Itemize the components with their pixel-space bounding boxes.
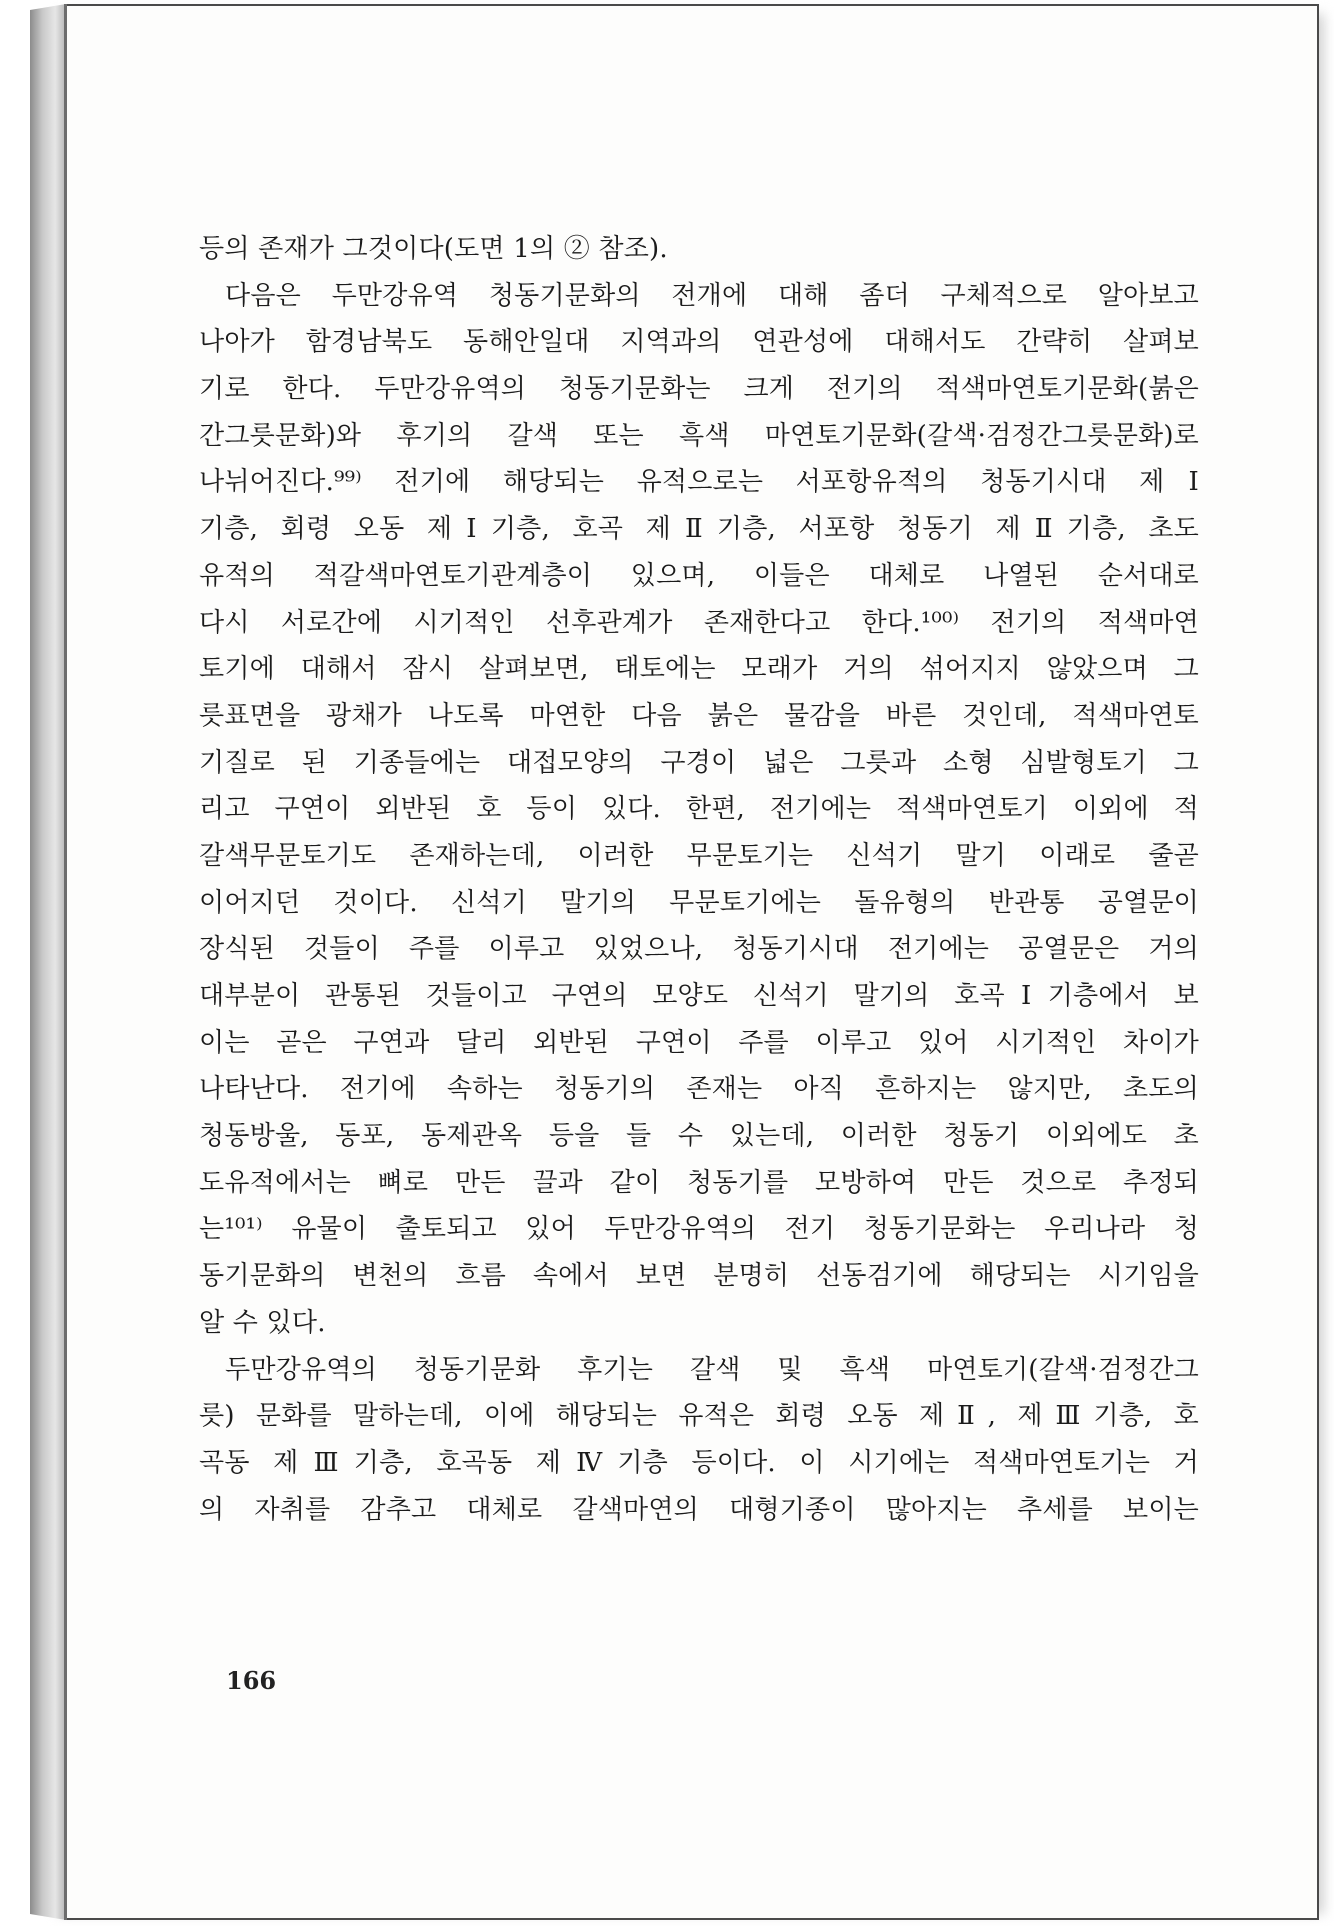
page-body bbox=[199, 226, 1199, 1533]
text-line-26: 릇) 문화를 말하는데, 이에 해당되는 유적은 회령 오동 제Ⅱ, 제Ⅲ기층, 호 bbox=[199, 1401, 1199, 1432]
text-line-16: 장식된 것들이 주를 이루고 있었으나, 청동기시대 전기에는 공열문은 거의 bbox=[199, 934, 1199, 965]
text-line-7: 기층, 회령 오동 제Ⅰ기층, 호곡 제Ⅱ기층, 서포항 청동기 제Ⅱ기층, 초도 bbox=[199, 514, 1199, 545]
text-line-8: 유적의 적갈색마연토기관계층이 있으며, 이들은 대체로 나열된 순서대로 bbox=[199, 560, 1199, 591]
text-line-19: 나타난다. 전기에 속하는 청동기의 존재는 아직 흔하지는 않지만, 초도의 bbox=[199, 1074, 1199, 1105]
text-line-24: 알 수 있다. bbox=[199, 1307, 326, 1338]
text-line-11: 릇표면을 광채가 나도록 마연한 다음 붉은 물감을 바른 것인데, 적색마연토 bbox=[199, 700, 1199, 731]
text-line-20: 청동방울, 동포, 동제관옥 등을 들 수 있는데, 이러한 청동기 이외에도 초 bbox=[199, 1121, 1199, 1152]
text-line-6: 나뉘어진다.⁹⁹⁾ 전기에 해당되는 유적으로는 서포항유적의 청동기시대 제Ⅰ bbox=[199, 467, 1199, 498]
text-line-28: 의 자취를 감추고 대체로 갈색마연의 대형기종이 많아지는 추세를 보이는 bbox=[199, 1494, 1199, 1525]
text-line-14: 갈색무문토기도 존재하는데, 이러한 무문토기는 신석기 말기 이래로 줄곧 bbox=[199, 840, 1199, 871]
text-line-17: 대부분이 관통된 것들이고 구연의 모양도 신석기 말기의 호곡Ⅰ기층에서 보 bbox=[199, 981, 1199, 1011]
text-line-21: 도유적에서는 뼈로 만든 끌과 같이 청동기를 모방하여 만든 것으로 추정되 bbox=[199, 1167, 1199, 1198]
text-line-18: 이는 곧은 구연과 달리 외반된 구연이 주를 이루고 있어 시기적인 차이가 bbox=[199, 1027, 1199, 1058]
text-line-13: 리고 구연이 외반된 호 등이 있다. 한편, 전기에는 적색마연토기 이외에 적 bbox=[199, 794, 1199, 825]
text-line-1: 등의 존재가 그것이다(도면 1의 ② 참조). bbox=[199, 234, 668, 264]
text-line-4: 기로 한다. 두만강유역의 청동기문화는 크게 전기의 적색마연토기문화(붉은 bbox=[199, 374, 1199, 405]
book-spine bbox=[30, 4, 66, 1920]
text-line-3: 나아가 함경남북도 동해안일대 지역과의 연관성에 대해서도 간략히 살펴보 bbox=[199, 327, 1199, 358]
text-line-23: 동기문화의 변천의 흐름 속에서 보면 분명히 선동검기에 해당되는 시기임을 bbox=[199, 1261, 1199, 1292]
text-line-5: 간그릇문화)와 후기의 갈색 또는 흑색 마연토기문화(갈색·검정간그릇문화)로 bbox=[199, 420, 1199, 451]
text-line-9: 다시 서로간에 시기적인 선후관계가 존재한다고 한다.¹⁰⁰⁾ 전기의 적색마연 bbox=[199, 607, 1199, 638]
text-line-2: 다음은 두만강유역 청동기문화의 전개에 대해 좀더 구체적으로 알아보고 bbox=[225, 280, 1199, 311]
text-line-22: 는¹⁰¹⁾ 유물이 출토되고 있어 두만강유역의 전기 청동기문화는 우리나라 청 bbox=[199, 1214, 1199, 1245]
text-line-15: 이어지던 것이다. 신석기 말기의 무문토기에는 돌유형의 반관통 공열문이 bbox=[199, 887, 1199, 918]
page-number: 166 bbox=[226, 1666, 277, 1695]
text-line-12: 기질로 된 기종들에는 대접모양의 구경이 넓은 그릇과 소형 심발형토기 그 bbox=[199, 747, 1199, 778]
text-line-27: 곡동 제Ⅲ기층, 호곡동 제Ⅳ기층 등이다. 이 시기에는 적색마연토기는 거 bbox=[199, 1447, 1199, 1478]
text-line-25: 두만강유역의 청동기문화 후기는 갈색 및 흑색 마연토기(갈색·검정간그 bbox=[225, 1354, 1199, 1385]
text-line-10: 토기에 대해서 잠시 살펴보면, 태토에는 모래가 거의 섞어지지 않았으며 그 bbox=[199, 654, 1199, 685]
